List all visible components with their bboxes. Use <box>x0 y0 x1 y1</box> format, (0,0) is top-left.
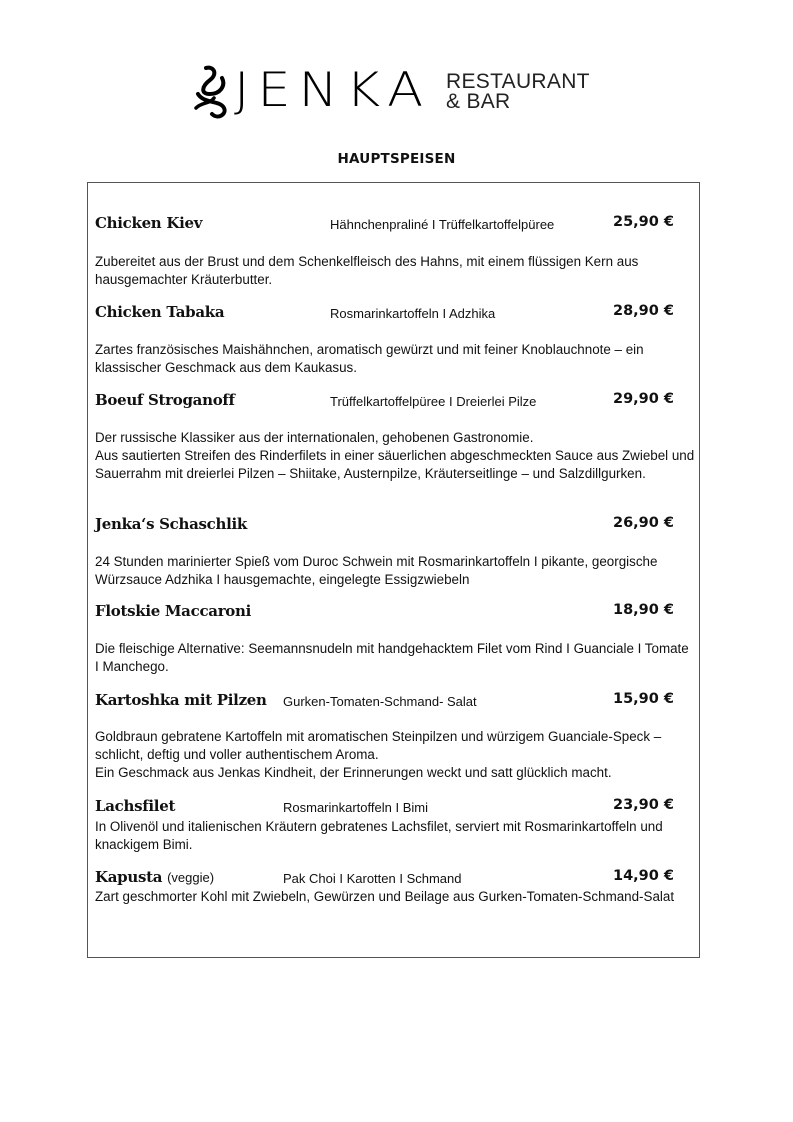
jenka-swirl-logo-icon <box>192 64 232 120</box>
menu-item <box>95 602 695 674</box>
dish-name: Kartoshka mit Pilzen <box>95 691 267 709</box>
dish-description <box>95 341 695 377</box>
menu-item <box>95 797 695 852</box>
description-paragraph: Der russische Klassiker aus der internationalen, gehobenen Gastronomie. <box>95 430 534 445</box>
dish-sides: Trüffelkartoffelpüree I Dreierlei Pilze <box>330 394 537 409</box>
section-title: HAUPTSPEISEN <box>337 151 456 167</box>
description-paragraph: Aus sautierten Streifen des Rinderfilets in einer säuerlichen abgeschmeckten Sauce aus Zwiebel und Sauerrahm mit dreierlei Pilzen – Shiitake, Austernpilze, Kräuterseitlinge – und Salzdillgurken. <box>95 448 695 481</box>
dish-description <box>95 253 695 289</box>
dish-price: 29,90 € <box>613 391 675 407</box>
dish-name-text: Kapusta <box>95 868 163 886</box>
description-paragraph: Die fleischige Alternative: Seemannsnudeln mit handgehacktem Filet vom Rind I Guanciale I Tomate I Manchego. <box>95 641 689 674</box>
dish-sides: Pak Choi I Karotten I Schmand <box>283 871 462 886</box>
description-paragraph: 24 Stunden marinierter Spieß vom Duroc Schwein mit Rosmarinkartoffeln I pikante, georgische Würzsauce Adzhika I hausgemachte, eingelegte Essigzwiebeln <box>95 554 658 587</box>
logo-subtitle <box>446 72 590 112</box>
dish-price: 18,90 € <box>613 602 675 618</box>
dish-description <box>95 818 695 854</box>
dish-price: 14,90 € <box>613 868 675 884</box>
dish-name: Boeuf Stroganoff <box>95 391 235 409</box>
description-paragraph: Goldbraun gebratene Kartoffeln mit aromatischen Steinpilzen und würzigem Guanciale-Speck – schlicht, deftig und voller authentischem Aroma. <box>95 729 662 762</box>
dish-sides: Gurken-Tomaten-Schmand- Salat <box>283 694 477 709</box>
dish-name: Flotskie Maccaroni <box>95 602 252 620</box>
dish-sides: Rosmarinkartoffeln I Bimi <box>283 800 428 815</box>
menu-item <box>95 691 695 780</box>
description-paragraph: Ein Geschmack aus Jenkas Kindheit, der Erinnerungen weckt und satt glücklich macht. <box>95 765 612 780</box>
dish-name <box>95 868 214 886</box>
logo-subtitle-line-2: & BAR <box>446 90 511 113</box>
dish-price: 15,90 € <box>613 691 675 707</box>
dish-sides: Hähnchenpraliné I Trüffelkartoffelpüree <box>330 217 555 232</box>
dish-description <box>95 429 695 483</box>
dish-name: Chicken Kiev <box>95 214 203 232</box>
dish-name: Jenka‘s Schaschlik <box>95 515 248 533</box>
logo-wordmark: JENKA <box>234 63 431 118</box>
description-paragraph: In Olivenöl und italienischen Kräutern gebratenes Lachsfilet, serviert mit Rosmarinkartoffeln und knackigem Bimi. <box>95 819 663 852</box>
dish-description <box>95 640 695 676</box>
dish-price: 23,90 € <box>613 797 675 813</box>
description-paragraph: Zubereitet aus der Brust und dem Schenkelfleisch des Hahns, mit einem flüssigen Kern aus hausgemachter Kräuterbutter. <box>95 254 639 287</box>
menu-item <box>95 391 695 481</box>
logo-subtitle-line-1: RESTAURANT <box>446 70 590 93</box>
dish-price: 26,90 € <box>613 515 675 531</box>
menu-item <box>95 868 695 904</box>
menu-item <box>95 515 695 587</box>
description-paragraph: Zartes französisches Maishähnchen, aromatisch gewürzt und mit feiner Knoblauchnote – ein klassischer Geschmack aus dem Kaukasus. <box>95 342 644 375</box>
restaurant-logo <box>192 58 612 122</box>
menu-item <box>95 303 695 375</box>
dish-sides: Rosmarinkartoffeln I Adzhika <box>330 306 496 321</box>
dish-price: 28,90 € <box>613 303 675 319</box>
dish-name: Lachsfilet <box>95 797 176 815</box>
dish-description <box>95 553 695 589</box>
dish-dietary-note: (veggie) <box>167 870 215 885</box>
dish-description <box>95 888 695 906</box>
dish-name: Chicken Tabaka <box>95 303 225 321</box>
menu-item <box>95 214 695 287</box>
description-paragraph: Zart geschmorter Kohl mit Zwiebeln, Gewürzen und Beilage aus Gurken-Tomaten-Schmand-Salat <box>95 889 675 904</box>
dish-description <box>95 728 695 782</box>
dish-price: 25,90 € <box>613 214 675 230</box>
